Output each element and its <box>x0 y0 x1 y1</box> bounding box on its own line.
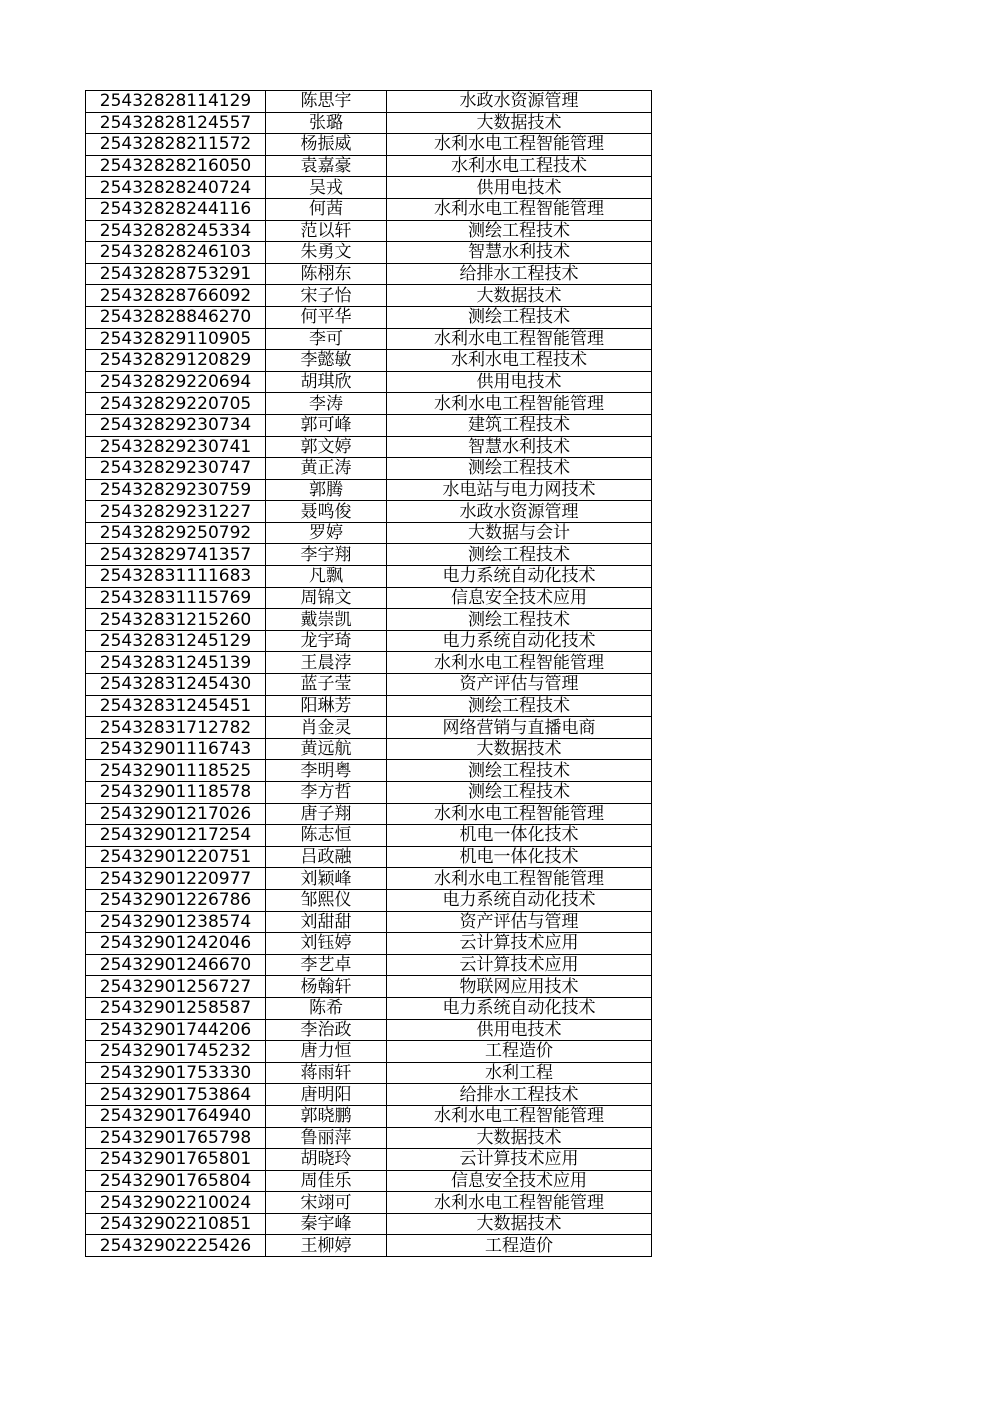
student-id-cell: 25432901765801 <box>86 1149 266 1171</box>
table-row <box>86 1105 652 1127</box>
student-id-cell: 25432901226786 <box>86 889 266 911</box>
table-row <box>86 1127 652 1149</box>
student-name-cell: 刘钰婷 <box>266 933 387 955</box>
student-name-cell: 黄远航 <box>266 738 387 760</box>
roster-body <box>86 91 652 1257</box>
student-name-cell: 陈栩东 <box>266 263 387 285</box>
major-cell: 给排水工程技术 <box>387 263 652 285</box>
student-name-cell: 李可 <box>266 328 387 350</box>
student-name-cell: 聂鸣俊 <box>266 501 387 523</box>
table-row <box>86 285 652 307</box>
table-row <box>86 1192 652 1214</box>
major-cell: 电力系统自动化技术 <box>387 997 652 1019</box>
student-id-cell: 25432901116743 <box>86 738 266 760</box>
table-row <box>86 825 652 847</box>
major-cell: 测绘工程技术 <box>387 544 652 566</box>
table-row <box>86 566 652 588</box>
student-id-cell: 25432901764940 <box>86 1105 266 1127</box>
student-name-cell: 龙宇琦 <box>266 630 387 652</box>
major-cell: 水政水资源管理 <box>387 501 652 523</box>
student-id-cell: 25432901217254 <box>86 825 266 847</box>
table-row <box>86 933 652 955</box>
table-row <box>86 717 652 739</box>
table-row <box>86 371 652 393</box>
table-row <box>86 911 652 933</box>
student-name-cell: 范以轩 <box>266 220 387 242</box>
table-row <box>86 393 652 415</box>
table-row <box>86 889 652 911</box>
table-row <box>86 868 652 890</box>
major-cell: 水利水电工程智能管理 <box>387 1105 652 1127</box>
major-cell: 供用电技术 <box>387 1019 652 1041</box>
major-cell: 水利水电工程智能管理 <box>387 868 652 890</box>
major-cell: 水利水电工程智能管理 <box>387 652 652 674</box>
student-id-cell: 25432902210024 <box>86 1192 266 1214</box>
table-row <box>86 803 652 825</box>
major-cell: 测绘工程技术 <box>387 306 652 328</box>
table-row <box>86 587 652 609</box>
student-name-cell: 郭可峰 <box>266 414 387 436</box>
student-id-cell: 25432829110905 <box>86 328 266 350</box>
table-row <box>86 91 652 113</box>
student-name-cell: 张璐 <box>266 112 387 134</box>
student-name-cell: 周锦文 <box>266 587 387 609</box>
major-cell: 信息安全技术应用 <box>387 587 652 609</box>
major-cell: 测绘工程技术 <box>387 609 652 631</box>
major-cell: 水利水电工程智能管理 <box>387 134 652 156</box>
student-name-cell: 邹熙仪 <box>266 889 387 911</box>
table-row <box>86 1062 652 1084</box>
student-id-cell: 25432901242046 <box>86 933 266 955</box>
major-cell: 资产评估与管理 <box>387 911 652 933</box>
major-cell: 水利水电工程智能管理 <box>387 1192 652 1214</box>
table-row <box>86 1019 652 1041</box>
student-name-cell: 罗婷 <box>266 522 387 544</box>
student-id-cell: 25432901246670 <box>86 954 266 976</box>
student-id-cell: 25432901220977 <box>86 868 266 890</box>
student-name-cell: 周佳乐 <box>266 1170 387 1192</box>
major-cell: 电力系统自动化技术 <box>387 630 652 652</box>
student-id-cell: 25432831245430 <box>86 674 266 696</box>
student-id-cell: 25432829231227 <box>86 501 266 523</box>
student-name-cell: 肖金灵 <box>266 717 387 739</box>
student-id-cell: 25432901745232 <box>86 1041 266 1063</box>
student-name-cell: 戴崇凯 <box>266 609 387 631</box>
student-name-cell: 杨振威 <box>266 134 387 156</box>
student-name-cell: 何平华 <box>266 306 387 328</box>
student-id-cell: 25432828216050 <box>86 155 266 177</box>
student-name-cell: 李明粤 <box>266 760 387 782</box>
student-name-cell: 陈志恒 <box>266 825 387 847</box>
table-row <box>86 134 652 156</box>
student-name-cell: 蓝子莹 <box>266 674 387 696</box>
student-id-cell: 25432829120829 <box>86 350 266 372</box>
table-row <box>86 652 652 674</box>
table-row <box>86 1235 652 1257</box>
student-name-cell: 宋子怡 <box>266 285 387 307</box>
major-cell: 机电一体化技术 <box>387 825 652 847</box>
major-cell: 机电一体化技术 <box>387 846 652 868</box>
major-cell: 水利水电工程智能管理 <box>387 328 652 350</box>
student-id-cell: 25432829230759 <box>86 479 266 501</box>
major-cell: 智慧水利技术 <box>387 436 652 458</box>
student-name-cell: 刘颖峰 <box>266 868 387 890</box>
major-cell: 测绘工程技术 <box>387 695 652 717</box>
student-name-cell: 李治政 <box>266 1019 387 1041</box>
table-row <box>86 263 652 285</box>
major-cell: 水政水资源管理 <box>387 91 652 113</box>
major-cell: 智慧水利技术 <box>387 242 652 264</box>
major-cell: 水利工程 <box>387 1062 652 1084</box>
student-name-cell: 宋翊可 <box>266 1192 387 1214</box>
student-name-cell: 阳琳芳 <box>266 695 387 717</box>
table-row <box>86 112 652 134</box>
student-id-cell: 25432831215260 <box>86 609 266 631</box>
student-name-cell: 秦宇峰 <box>266 1213 387 1235</box>
major-cell: 大数据与会计 <box>387 522 652 544</box>
major-cell: 测绘工程技术 <box>387 760 652 782</box>
table-row <box>86 1213 652 1235</box>
major-cell: 网络营销与直播电商 <box>387 717 652 739</box>
table-row <box>86 1149 652 1171</box>
table-row <box>86 609 652 631</box>
student-name-cell: 郭腾 <box>266 479 387 501</box>
student-name-cell: 李涛 <box>266 393 387 415</box>
student-id-cell: 25432901753864 <box>86 1084 266 1106</box>
student-id-cell: 25432901118525 <box>86 760 266 782</box>
table-row <box>86 414 652 436</box>
table-row <box>86 242 652 264</box>
student-id-cell: 25432901258587 <box>86 997 266 1019</box>
student-name-cell: 蒋雨轩 <box>266 1062 387 1084</box>
student-id-cell: 25432902210851 <box>86 1213 266 1235</box>
student-id-cell: 25432829230741 <box>86 436 266 458</box>
student-id-cell: 25432901256727 <box>86 976 266 998</box>
table-row <box>86 976 652 998</box>
student-id-cell: 25432828211572 <box>86 134 266 156</box>
table-row <box>86 501 652 523</box>
major-cell: 大数据技术 <box>387 738 652 760</box>
student-name-cell: 袁嘉豪 <box>266 155 387 177</box>
student-name-cell: 刘甜甜 <box>266 911 387 933</box>
table-row <box>86 1084 652 1106</box>
student-name-cell: 唐子翔 <box>266 803 387 825</box>
table-row <box>86 458 652 480</box>
student-id-cell: 25432828114129 <box>86 91 266 113</box>
major-cell: 大数据技术 <box>387 112 652 134</box>
major-cell: 云计算技术应用 <box>387 954 652 976</box>
student-id-cell: 25432902225426 <box>86 1235 266 1257</box>
major-cell: 供用电技术 <box>387 177 652 199</box>
major-cell: 大数据技术 <box>387 1213 652 1235</box>
student-name-cell: 李艺卓 <box>266 954 387 976</box>
table-row <box>86 782 652 804</box>
major-cell: 电力系统自动化技术 <box>387 889 652 911</box>
student-id-cell: 25432828244116 <box>86 198 266 220</box>
student-id-cell: 25432829250792 <box>86 522 266 544</box>
student-id-cell: 25432901753330 <box>86 1062 266 1084</box>
table-row <box>86 846 652 868</box>
major-cell: 信息安全技术应用 <box>387 1170 652 1192</box>
student-id-cell: 25432901765804 <box>86 1170 266 1192</box>
student-name-cell: 王柳婷 <box>266 1235 387 1257</box>
student-name-cell: 李懿敏 <box>266 350 387 372</box>
student-name-cell: 唐明阳 <box>266 1084 387 1106</box>
student-name-cell: 朱勇文 <box>266 242 387 264</box>
table-row <box>86 1041 652 1063</box>
student-id-cell: 25432831111683 <box>86 566 266 588</box>
table-row <box>86 695 652 717</box>
student-name-cell: 唐力恒 <box>266 1041 387 1063</box>
student-name-cell: 黄正涛 <box>266 458 387 480</box>
student-id-cell: 25432901220751 <box>86 846 266 868</box>
student-id-cell: 25432829741357 <box>86 544 266 566</box>
student-id-cell: 25432829230747 <box>86 458 266 480</box>
major-cell: 水电站与电力网技术 <box>387 479 652 501</box>
student-name-cell: 凡飘 <box>266 566 387 588</box>
student-id-cell: 25432831245139 <box>86 652 266 674</box>
student-name-cell: 陈希 <box>266 997 387 1019</box>
table-row <box>86 328 652 350</box>
major-cell: 工程造价 <box>387 1235 652 1257</box>
student-name-cell: 胡琪欣 <box>266 371 387 393</box>
table-row <box>86 177 652 199</box>
major-cell: 建筑工程技术 <box>387 414 652 436</box>
student-id-cell: 25432901118578 <box>86 782 266 804</box>
student-id-cell: 25432831712782 <box>86 717 266 739</box>
student-name-cell: 郭文婷 <box>266 436 387 458</box>
student-name-cell: 郭晓鹏 <box>266 1105 387 1127</box>
major-cell: 给排水工程技术 <box>387 1084 652 1106</box>
major-cell: 水利水电工程智能管理 <box>387 198 652 220</box>
major-cell: 电力系统自动化技术 <box>387 566 652 588</box>
major-cell: 测绘工程技术 <box>387 782 652 804</box>
student-id-cell: 25432829220705 <box>86 393 266 415</box>
major-cell: 水利水电工程技术 <box>387 350 652 372</box>
student-name-cell: 杨翰轩 <box>266 976 387 998</box>
student-name-cell: 李宇翔 <box>266 544 387 566</box>
table-row <box>86 198 652 220</box>
table-row <box>86 997 652 1019</box>
student-id-cell: 25432828124557 <box>86 112 266 134</box>
major-cell: 测绘工程技术 <box>387 220 652 242</box>
student-id-cell: 25432829230734 <box>86 414 266 436</box>
major-cell: 云计算技术应用 <box>387 1149 652 1171</box>
major-cell: 测绘工程技术 <box>387 458 652 480</box>
major-cell: 资产评估与管理 <box>387 674 652 696</box>
student-id-cell: 25432828846270 <box>86 306 266 328</box>
table-row <box>86 436 652 458</box>
student-id-cell: 25432901765798 <box>86 1127 266 1149</box>
student-roster-table <box>85 90 652 1257</box>
table-row <box>86 674 652 696</box>
student-name-cell: 吴戎 <box>266 177 387 199</box>
table-row <box>86 350 652 372</box>
student-id-cell: 25432901744206 <box>86 1019 266 1041</box>
major-cell: 大数据技术 <box>387 285 652 307</box>
major-cell: 物联网应用技术 <box>387 976 652 998</box>
table-row <box>86 522 652 544</box>
table-row <box>86 1170 652 1192</box>
major-cell: 云计算技术应用 <box>387 933 652 955</box>
table-row <box>86 738 652 760</box>
major-cell: 水利水电工程智能管理 <box>387 803 652 825</box>
table-row <box>86 306 652 328</box>
student-name-cell: 吕政融 <box>266 846 387 868</box>
student-id-cell: 25432828246103 <box>86 242 266 264</box>
table-row <box>86 954 652 976</box>
table-row <box>86 544 652 566</box>
student-id-cell: 25432831245129 <box>86 630 266 652</box>
table-row <box>86 760 652 782</box>
major-cell: 大数据技术 <box>387 1127 652 1149</box>
major-cell: 工程造价 <box>387 1041 652 1063</box>
student-id-cell: 25432901217026 <box>86 803 266 825</box>
student-id-cell: 25432828753291 <box>86 263 266 285</box>
student-id-cell: 25432831245451 <box>86 695 266 717</box>
table-row <box>86 220 652 242</box>
student-id-cell: 25432901238574 <box>86 911 266 933</box>
major-cell: 供用电技术 <box>387 371 652 393</box>
student-id-cell: 25432829220694 <box>86 371 266 393</box>
major-cell: 水利水电工程智能管理 <box>387 393 652 415</box>
table-row <box>86 155 652 177</box>
student-name-cell: 何茜 <box>266 198 387 220</box>
student-id-cell: 25432828766092 <box>86 285 266 307</box>
student-name-cell: 陈思宇 <box>266 91 387 113</box>
major-cell: 水利水电工程技术 <box>387 155 652 177</box>
student-id-cell: 25432828240724 <box>86 177 266 199</box>
table-row <box>86 630 652 652</box>
student-name-cell: 李方哲 <box>266 782 387 804</box>
student-name-cell: 胡晓玲 <box>266 1149 387 1171</box>
student-name-cell: 王晨浡 <box>266 652 387 674</box>
student-id-cell: 25432831115769 <box>86 587 266 609</box>
table-row <box>86 479 652 501</box>
student-id-cell: 25432828245334 <box>86 220 266 242</box>
student-name-cell: 鲁丽萍 <box>266 1127 387 1149</box>
